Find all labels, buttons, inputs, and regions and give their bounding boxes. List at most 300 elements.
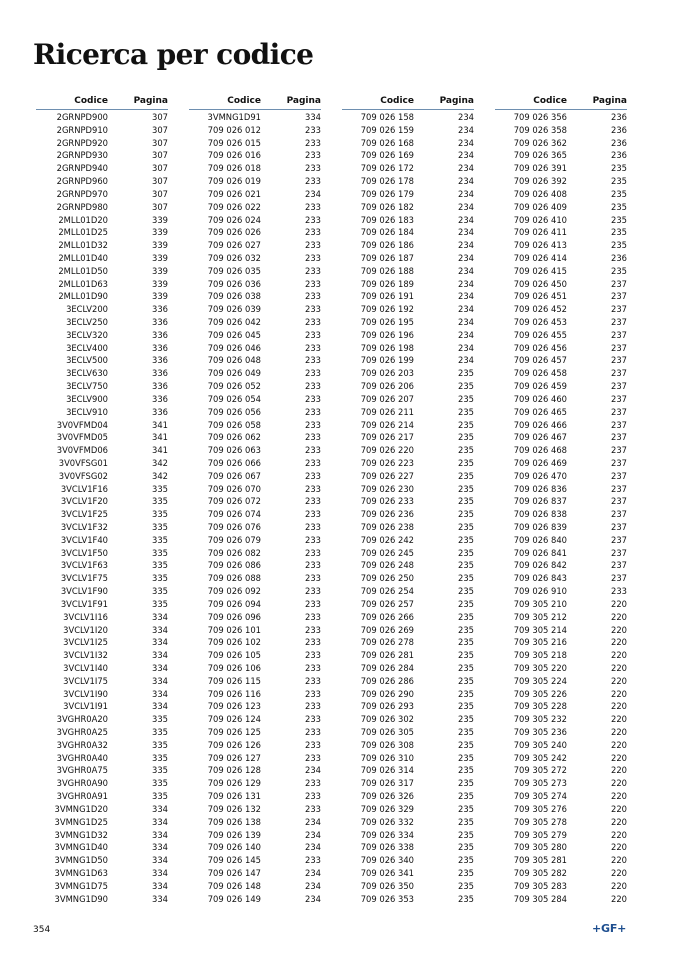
- product-code: 709 026 062: [207, 432, 261, 443]
- page-ref: 234: [305, 829, 321, 840]
- product-code: 2GRNPD900: [56, 112, 108, 122]
- table-row: [342, 252, 474, 265]
- product-code: 709 026 293: [360, 701, 414, 712]
- page-ref: 335: [152, 496, 168, 507]
- table-row: [495, 239, 627, 252]
- page-ref: 233: [305, 137, 321, 148]
- page-ref: 237: [611, 457, 627, 468]
- table-row: [495, 739, 627, 752]
- product-code: 709 305 278: [513, 816, 567, 827]
- page-ref: 234: [305, 842, 321, 853]
- table-row: [36, 226, 168, 239]
- table-row: [342, 278, 474, 291]
- product-code: 709 026 414: [513, 252, 567, 263]
- product-code: 709 026 329: [360, 803, 414, 814]
- product-code: 2MLL01D50: [58, 265, 108, 276]
- table-row: [189, 688, 321, 701]
- product-code: 709 026 115: [207, 675, 261, 686]
- product-code: 709 026 358: [513, 124, 567, 135]
- page-ref: 220: [611, 842, 627, 853]
- page-ref: 233: [305, 509, 321, 520]
- product-code: 709 026 839: [513, 522, 567, 532]
- page-ref: 237: [611, 291, 627, 302]
- product-code: 709 026 195: [360, 317, 414, 327]
- table-row: [36, 137, 168, 150]
- table-row: [342, 175, 474, 188]
- table-row: [189, 777, 321, 790]
- product-code: 709 026 132: [207, 803, 261, 814]
- product-code: 3V0VFMD06: [56, 445, 108, 456]
- product-code: 3VCLV1I20: [63, 624, 108, 635]
- product-code: 709 305 236: [513, 727, 567, 737]
- product-code: 709 026 281: [360, 650, 414, 661]
- page-ref: 235: [458, 893, 474, 904]
- table-row: [189, 303, 321, 316]
- product-code: 709 305 276: [513, 803, 567, 814]
- product-code: 709 305 272: [513, 765, 567, 776]
- page-ref: 235: [458, 611, 474, 622]
- product-code: 709 026 236: [360, 509, 414, 520]
- table-row: [189, 188, 321, 201]
- page-ref: 334: [152, 893, 168, 904]
- page-ref: 220: [611, 662, 627, 673]
- table-row: [342, 777, 474, 790]
- table-row: [36, 342, 168, 355]
- product-code: 709 026 250: [360, 573, 414, 584]
- page-ref: 220: [611, 727, 627, 737]
- table-row: [189, 649, 321, 662]
- product-code: 3VGHR0A40: [56, 752, 108, 763]
- table-row: [189, 162, 321, 175]
- table-row: [189, 239, 321, 252]
- table-row: [495, 278, 627, 291]
- table-row: [36, 880, 168, 893]
- table-row: [36, 829, 168, 842]
- product-code: 709 026 147: [207, 867, 261, 878]
- product-code: 709 305 228: [513, 701, 567, 712]
- page-ref: 235: [458, 880, 474, 891]
- table-row: [36, 777, 168, 790]
- page-ref: 336: [152, 368, 168, 379]
- product-code: 3VMNG1D63: [54, 867, 108, 878]
- table-row: [36, 726, 168, 739]
- page-ref: 234: [305, 893, 321, 904]
- product-code: 3ECLV200: [66, 304, 108, 315]
- page-ref: 233: [305, 573, 321, 584]
- product-code: 709 026 101: [207, 624, 261, 635]
- table-row: [189, 137, 321, 150]
- page-ref: 220: [611, 714, 627, 725]
- product-code: 3ECLV250: [66, 317, 108, 327]
- page-ref: 335: [152, 509, 168, 520]
- table-row: [342, 470, 474, 483]
- product-code: 709 305 280: [513, 842, 567, 853]
- table-row: [189, 816, 321, 829]
- product-code: 709 026 227: [360, 470, 414, 481]
- page-ref: 233: [305, 650, 321, 661]
- product-code: 709 026 413: [513, 240, 567, 251]
- column-header: [342, 95, 474, 110]
- product-code: 3VCLV1I91: [63, 701, 108, 712]
- table-row: [342, 829, 474, 842]
- product-code: 709 026 016: [207, 150, 261, 161]
- product-code: 709 026 123: [207, 701, 261, 712]
- page-ref: 342: [152, 470, 168, 481]
- page-ref: 235: [458, 586, 474, 597]
- page-ref: 235: [458, 637, 474, 648]
- product-code: 709 026 207: [360, 393, 414, 404]
- product-code: 709 026 076: [207, 522, 261, 532]
- table-row: [36, 431, 168, 444]
- page-ref: 233: [611, 586, 627, 597]
- product-code: 709 305 218: [513, 650, 567, 661]
- table-row: [36, 803, 168, 816]
- page-ref: 233: [305, 381, 321, 392]
- page-ref: 336: [152, 317, 168, 327]
- page-ref: 233: [305, 662, 321, 673]
- product-code: 3VCLV1F25: [60, 509, 108, 520]
- table-row: [342, 880, 474, 893]
- table-row: [36, 278, 168, 291]
- page-ref: 235: [458, 381, 474, 392]
- page-ref: 233: [305, 688, 321, 699]
- header-code: Codice: [74, 96, 108, 106]
- table-row: [495, 162, 627, 175]
- table-row: [36, 534, 168, 547]
- page-ref: 236: [611, 252, 627, 263]
- index-column-2: [189, 95, 321, 905]
- table-row: [495, 636, 627, 649]
- product-code: 3VMNG1D25: [54, 816, 108, 827]
- product-code: 709 026 140: [207, 842, 261, 853]
- table-row: [189, 841, 321, 854]
- table-row: [342, 598, 474, 611]
- table-row: [36, 265, 168, 278]
- product-code: 709 026 052: [207, 381, 261, 392]
- product-code: 709 026 116: [207, 688, 261, 699]
- page-number: 354: [33, 925, 51, 935]
- product-code: 709 026 203: [360, 368, 414, 379]
- table-row: [495, 124, 627, 137]
- table-row: [495, 329, 627, 342]
- product-code: 3VGHR0A20: [56, 714, 108, 725]
- table-row: [495, 406, 627, 419]
- page-ref: 220: [611, 893, 627, 904]
- page-ref: 334: [152, 688, 168, 699]
- product-code: 709 026 139: [207, 829, 261, 840]
- product-code: 709 026 188: [360, 265, 414, 276]
- table-row: [342, 739, 474, 752]
- product-code: 3VGHR0A32: [56, 739, 108, 750]
- product-code: 709 026 125: [207, 727, 261, 737]
- page-ref: 233: [305, 701, 321, 712]
- table-row: [495, 534, 627, 547]
- table-row: [189, 149, 321, 162]
- table-row: [189, 111, 321, 124]
- table-row: [36, 303, 168, 316]
- table-row: [342, 265, 474, 278]
- product-code: 709 305 281: [513, 855, 567, 866]
- product-code: 709 026 126: [207, 739, 261, 750]
- page-ref: 235: [458, 393, 474, 404]
- table-row: [189, 226, 321, 239]
- page-ref: 234: [305, 765, 321, 776]
- page-ref: 307: [152, 150, 168, 161]
- page-ref: 233: [305, 240, 321, 251]
- page-ref: 234: [458, 188, 474, 199]
- page-ref: 334: [152, 855, 168, 866]
- table-row: [495, 854, 627, 867]
- product-code: 709 305 282: [513, 867, 567, 878]
- product-code: 2MLL01D90: [58, 291, 108, 302]
- product-code: 3VMNG1D32: [54, 829, 108, 840]
- page-ref: 336: [152, 355, 168, 366]
- page-ref: 237: [611, 573, 627, 584]
- product-code: 709 026 186: [360, 240, 414, 251]
- table-row: [495, 816, 627, 829]
- product-code: 709 026 411: [513, 227, 567, 238]
- product-code: 709 026 332: [360, 816, 414, 827]
- product-code: 3VCLV1I25: [63, 637, 108, 648]
- product-code: 3VMNG1D91: [207, 112, 261, 122]
- page-ref: 235: [458, 496, 474, 507]
- page-ref: 235: [458, 714, 474, 725]
- product-code: 709 026 094: [207, 598, 261, 609]
- index-column-1: [36, 95, 168, 905]
- table-row: [189, 495, 321, 508]
- table-row: [342, 406, 474, 419]
- table-row: [36, 470, 168, 483]
- product-code: 709 026 233: [360, 496, 414, 507]
- product-code: 709 305 279: [513, 829, 567, 840]
- page-ref: 235: [458, 739, 474, 750]
- table-row: [36, 764, 168, 777]
- page-ref: 233: [305, 278, 321, 289]
- page-ref: 220: [611, 803, 627, 814]
- table-row: [495, 547, 627, 560]
- product-code: 709 026 286: [360, 675, 414, 686]
- page-ref: 235: [458, 701, 474, 712]
- page-ref: 335: [152, 547, 168, 558]
- table-row: [495, 226, 627, 239]
- product-code: 709 026 199: [360, 355, 414, 366]
- page-ref: 307: [152, 176, 168, 187]
- table-row: [495, 470, 627, 483]
- table-row: [36, 611, 168, 624]
- table-row: [495, 483, 627, 496]
- page-ref: 234: [458, 278, 474, 289]
- page-ref: 339: [152, 291, 168, 302]
- page-ref: 237: [611, 406, 627, 417]
- page-ref: 235: [458, 573, 474, 584]
- page-ref: 233: [305, 791, 321, 802]
- table-row: [36, 649, 168, 662]
- page-ref: 307: [152, 137, 168, 148]
- table-row: [342, 752, 474, 765]
- table-row: [342, 764, 474, 777]
- page-ref: 233: [305, 176, 321, 187]
- product-code: 709 026 124: [207, 714, 261, 725]
- table-row: [342, 444, 474, 457]
- table-row: [495, 700, 627, 713]
- page-ref: 307: [152, 124, 168, 135]
- page-ref: 233: [305, 714, 321, 725]
- page-ref: 233: [305, 406, 321, 417]
- table-row: [495, 201, 627, 214]
- product-code: 709 026 138: [207, 816, 261, 827]
- page-ref: 235: [458, 662, 474, 673]
- page-ref: 233: [305, 637, 321, 648]
- page-ref: 237: [611, 355, 627, 366]
- page-ref: 335: [152, 598, 168, 609]
- product-code: 709 026 192: [360, 304, 414, 315]
- table-row: [342, 700, 474, 713]
- table-row: [189, 700, 321, 713]
- table-row: [36, 329, 168, 342]
- table-row: [36, 547, 168, 560]
- table-row: [36, 585, 168, 598]
- column-header: [36, 95, 168, 110]
- product-code: 709 026 066: [207, 457, 261, 468]
- table-row: [36, 316, 168, 329]
- page-ref: 233: [305, 163, 321, 174]
- table-row: [189, 713, 321, 726]
- table-row: [495, 893, 627, 906]
- product-code: 2MLL01D32: [58, 240, 108, 251]
- product-code: 709 026 128: [207, 765, 261, 776]
- product-code: 709 305 226: [513, 688, 567, 699]
- product-code: 709 026 184: [360, 227, 414, 238]
- table-row: [36, 854, 168, 867]
- page-ref: 341: [152, 432, 168, 443]
- product-code: 709 026 026: [207, 227, 261, 238]
- page-ref: 235: [458, 368, 474, 379]
- product-code: 709 026 408: [513, 188, 567, 199]
- page-ref: 233: [305, 124, 321, 135]
- table-row: [189, 380, 321, 393]
- product-code: 709 026 088: [207, 573, 261, 584]
- table-row: [495, 585, 627, 598]
- product-code: 709 026 391: [513, 163, 567, 174]
- product-code: 3VGHR0A75: [56, 765, 108, 776]
- header-page: Pagina: [286, 96, 321, 106]
- product-code: 2GRNPD930: [56, 150, 108, 161]
- product-code: 709 026 158: [360, 112, 414, 122]
- product-code: 709 026 459: [513, 381, 567, 392]
- page-ref: 335: [152, 573, 168, 584]
- header-page: Pagina: [439, 96, 474, 106]
- table-row: [36, 521, 168, 534]
- page-ref: 233: [305, 329, 321, 340]
- table-row: [342, 841, 474, 854]
- table-row: [189, 354, 321, 367]
- page-ref: 334: [152, 880, 168, 891]
- product-code: 709 026 242: [360, 534, 414, 545]
- page-ref: 235: [458, 842, 474, 853]
- product-code: 709 026 036: [207, 278, 261, 289]
- page-ref: 237: [611, 432, 627, 443]
- product-code: 709 026 837: [513, 496, 567, 507]
- page-ref: 233: [305, 150, 321, 161]
- product-code: 3VMNG1D50: [54, 855, 108, 866]
- product-code: 709 026 314: [360, 765, 414, 776]
- table-row: [495, 803, 627, 816]
- table-row: [495, 508, 627, 521]
- product-code: 709 026 451: [513, 291, 567, 302]
- page-ref: 335: [152, 522, 168, 532]
- product-code: 709 026 910: [513, 586, 567, 597]
- page-ref: 307: [152, 201, 168, 212]
- page-ref: 235: [458, 598, 474, 609]
- page-ref: 339: [152, 278, 168, 289]
- product-code: 2GRNPD920: [56, 137, 108, 148]
- page-ref: 234: [458, 317, 474, 327]
- product-code: 709 026 452: [513, 304, 567, 315]
- page-ref: 237: [611, 560, 627, 571]
- product-code: 2GRNPD960: [56, 176, 108, 187]
- product-code: 709 026 470: [513, 470, 567, 481]
- page-ref: 233: [305, 457, 321, 468]
- page-ref: 233: [305, 291, 321, 302]
- table-row: [495, 880, 627, 893]
- table-row: [189, 764, 321, 777]
- product-code: 709 026 838: [513, 509, 567, 520]
- page-ref: 334: [152, 803, 168, 814]
- table-row: [495, 752, 627, 765]
- product-code: 709 026 409: [513, 201, 567, 212]
- product-code: 709 026 035: [207, 265, 261, 276]
- table-row: [342, 521, 474, 534]
- table-row: [495, 764, 627, 777]
- product-code: 2GRNPD970: [56, 188, 108, 199]
- product-code: 3V0VFMD05: [56, 432, 108, 443]
- page-ref: 220: [611, 778, 627, 789]
- product-code: 709 026 178: [360, 176, 414, 187]
- table-row: [189, 611, 321, 624]
- table-row: [36, 867, 168, 880]
- table-row: [189, 393, 321, 406]
- page-ref: 233: [305, 675, 321, 686]
- product-code: 709 026 086: [207, 560, 261, 571]
- product-code: 3VGHR0A91: [56, 791, 108, 802]
- table-row: [36, 508, 168, 521]
- table-row: [36, 111, 168, 124]
- page-ref: 235: [458, 534, 474, 545]
- table-row: [495, 137, 627, 150]
- table-row: [36, 393, 168, 406]
- page-ref: 335: [152, 791, 168, 802]
- table-row: [189, 406, 321, 419]
- product-code: 709 026 145: [207, 855, 261, 866]
- product-code: 709 026 456: [513, 342, 567, 353]
- page-ref: 334: [152, 842, 168, 853]
- table-row: [189, 752, 321, 765]
- table-row: [495, 457, 627, 470]
- page-ref: 220: [611, 855, 627, 866]
- product-code: 709 305 273: [513, 778, 567, 789]
- table-row: [189, 547, 321, 560]
- table-row: [189, 521, 321, 534]
- table-row: [36, 354, 168, 367]
- page-ref: 237: [611, 547, 627, 558]
- page-ref: 233: [305, 739, 321, 750]
- product-code: 709 026 310: [360, 752, 414, 763]
- page-ref: 334: [152, 662, 168, 673]
- page-ref: 220: [611, 688, 627, 699]
- product-code: 709 305 284: [513, 893, 567, 904]
- product-code: 709 026 070: [207, 483, 261, 494]
- page-ref: 235: [458, 855, 474, 866]
